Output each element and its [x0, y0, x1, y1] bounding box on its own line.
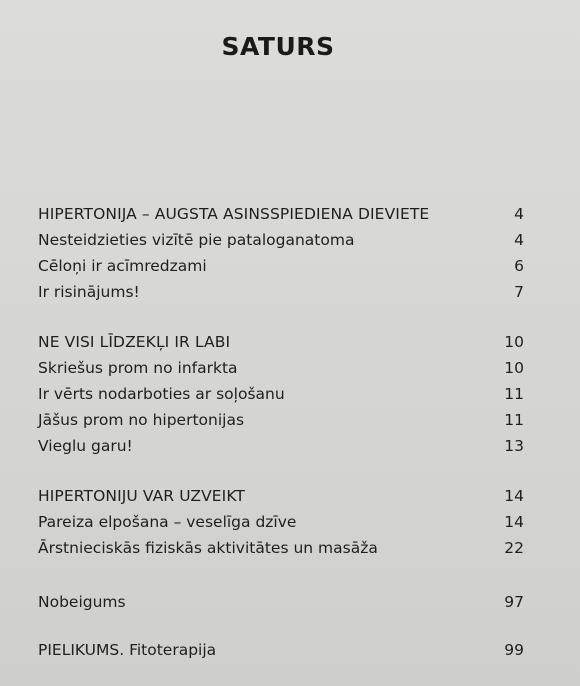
toc-entry-page: 7 [514, 283, 524, 301]
toc-entry [38, 510, 524, 534]
toc-entry-page: 14 [504, 487, 524, 505]
toc-entry-page: 10 [504, 333, 524, 351]
toc-entry [38, 228, 524, 252]
toc-entry-page: 14 [504, 513, 524, 531]
toc-entry-page: 6 [514, 257, 524, 275]
toc-entry-label: Nesteidzieties vizītē pie pataloganatoma [38, 231, 355, 249]
toc-entry-label: HIPERTONIJU VAR UZVEIKT [38, 487, 245, 505]
toc-entry-page: 4 [514, 231, 524, 249]
toc-entry-label: Vieglu garu! [38, 437, 133, 455]
toc-entry-page: 99 [504, 641, 524, 659]
toc-entry [38, 356, 524, 380]
toc-entry-label: Cēloņi ir acīmredzami [38, 257, 207, 275]
toc-entry [38, 590, 524, 614]
toc-entry-label: Ir vērts nodarboties ar soļošanu [38, 385, 285, 403]
toc-entry [38, 484, 524, 508]
toc-entry-page: 11 [504, 411, 524, 429]
toc-entry-page: 10 [504, 359, 524, 377]
toc-entry-label: HIPERTONIJA – AUGSTA ASINSSPIEDIENA DIEVIETE [38, 205, 430, 223]
toc-entry [38, 382, 524, 406]
toc-entry [38, 434, 524, 458]
toc-entry [38, 536, 524, 560]
toc-entry-page: 22 [504, 539, 524, 557]
toc-entry-label: Ir risinājums! [38, 283, 140, 301]
page-title: SATURS [221, 32, 335, 61]
toc-entry-label: Nobeigums [38, 593, 126, 611]
toc-entry-label: Pareiza elpošana – veselīga dzīve [38, 513, 297, 531]
toc-entry-label: Ārstnieciskās fiziskās aktivitātes un masāža [38, 539, 378, 557]
toc-entry-page: 11 [504, 385, 524, 403]
toc-entry [38, 330, 524, 354]
toc-entry [38, 254, 524, 278]
toc-entry [38, 408, 524, 432]
toc-entry-label: Skriešus prom no infarkta [38, 359, 238, 377]
toc-entry-label: NE VISI LĪDZEKĻI IR LABI [38, 333, 231, 351]
toc-entry-page: 13 [504, 437, 524, 455]
toc-entry-label: PIELIKUMS. Fitoterapija [38, 641, 217, 659]
toc-entry [38, 638, 524, 662]
toc-entry-page: 4 [514, 205, 524, 223]
toc-entry-page: 97 [504, 593, 524, 611]
toc-entry [38, 202, 524, 226]
toc-entry [38, 280, 524, 304]
toc-entry-label: Jāšus prom no hipertonijas [38, 411, 245, 429]
